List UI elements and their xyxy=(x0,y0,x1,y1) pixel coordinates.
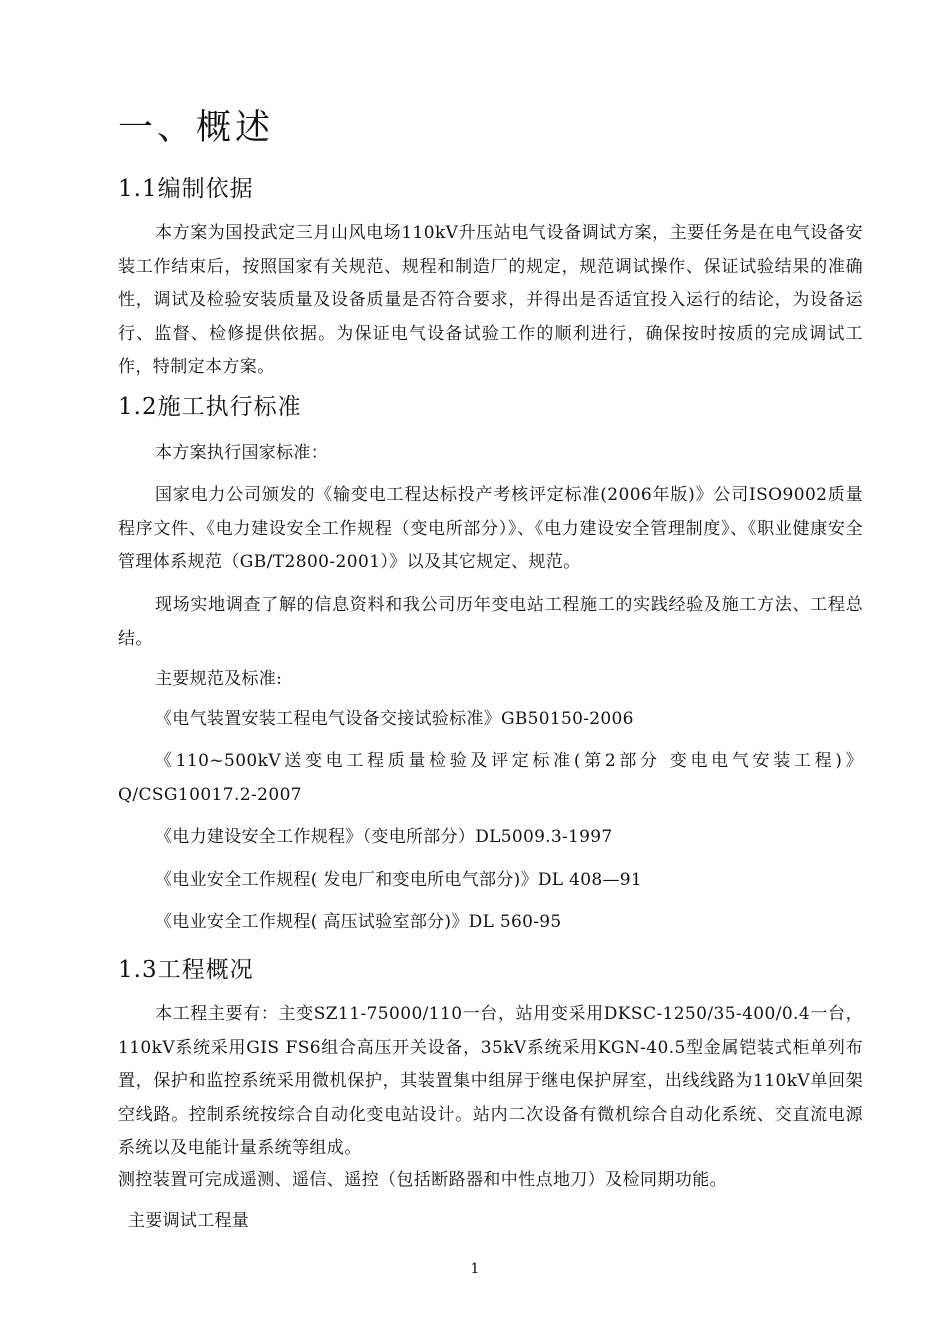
page-number: 1 xyxy=(470,1261,480,1277)
section-1-3-paragraph-1: 本工程主要有：主变SZ11-75000/110一台，站用变采用DKSC-1250/35-400/0.4一台，110kV系统采用GIS FS6组合高压开关设备，35kV系统采用KGN-40.5型金属铠装式柜单列布置，保护和监控系统采用微机保护，其装置集中组屏于继电保护屏室，出线线路为110kV单回架空线路。控制系统按综合自动化变电站设计。站内二次设备有微机综合自动化系统、交直流电源系统以及电能计量系统等组成。 xyxy=(118,1004,863,1159)
standard-item: 《110~500kV送变电工程质量检验及评定标准(第2部分 变电电气安装工程)》Q/CSG10017.2-2007 xyxy=(118,751,863,805)
standard-item: 《电业安全工作规程( 发电厂和变电所电气部分)》DL 408—91 xyxy=(155,870,642,890)
chapter-heading: 一、概述 xyxy=(118,108,275,148)
standard-item: 《电力建设安全工作规程》（变电所部分）DL5009.3-1997 xyxy=(155,827,613,847)
section-1-3-paragraph-2: 测控装置可完成遥测、遥信、遥控（包括断路器和中性点地刀）及检同期功能。 xyxy=(118,1170,727,1190)
section-heading-1-2: 1.2施工执行标准 xyxy=(118,394,302,420)
standard-item: 《电气装置安装工程电气设备交接试验标准》GB50150-2006 xyxy=(155,709,634,729)
section-1-2-paragraph-1: 国家电力公司颁发的《输变电工程达标投产考核评定标准(2006年版)》公司ISO9002质量程序文件、《电力建设安全工作规程（变电所部分）》、《电力建设安全管理制度》、《职业健康安全管理体系规范（GB/T2800-2001）》以及其它规定、规范。 xyxy=(118,485,863,573)
standards-list-title: 主要规范及标准: xyxy=(155,669,283,689)
section-heading-1-3: 1.3工程概况 xyxy=(118,957,254,983)
section-1-2-paragraph-2: 现场实地调查了解的信息资料和我公司历年变电站工程施工的实践经验及施工方法、工程总结。 xyxy=(118,595,863,649)
standard-item: 《电业安全工作规程( 高压试验室部分)》DL 560-95 xyxy=(155,912,562,932)
workload-list-title: 主要调试工程量 xyxy=(128,1211,250,1231)
section-1-1-paragraph: 本方案为国投武定三月山风电场110kV升压站电气设备调试方案，主要任务是在电气设备安装工作结束后，按照国家有关规范、规程和制造厂的规定，规范调试操作、保证试验结果的准确性，调试及检验安装质量及设备质量是否符合要求，并得出是否适宜投入运行的结论，为设备运行、监督、检修提供依据。为保证电气设备试验工作的顺利进行，确保按时按质的完成调试工作，特制定本方案。 xyxy=(118,223,863,378)
section-1-2-intro: 本方案执行国家标准： xyxy=(155,443,328,463)
section-heading-1-1: 1.1编制依据 xyxy=(118,176,254,202)
